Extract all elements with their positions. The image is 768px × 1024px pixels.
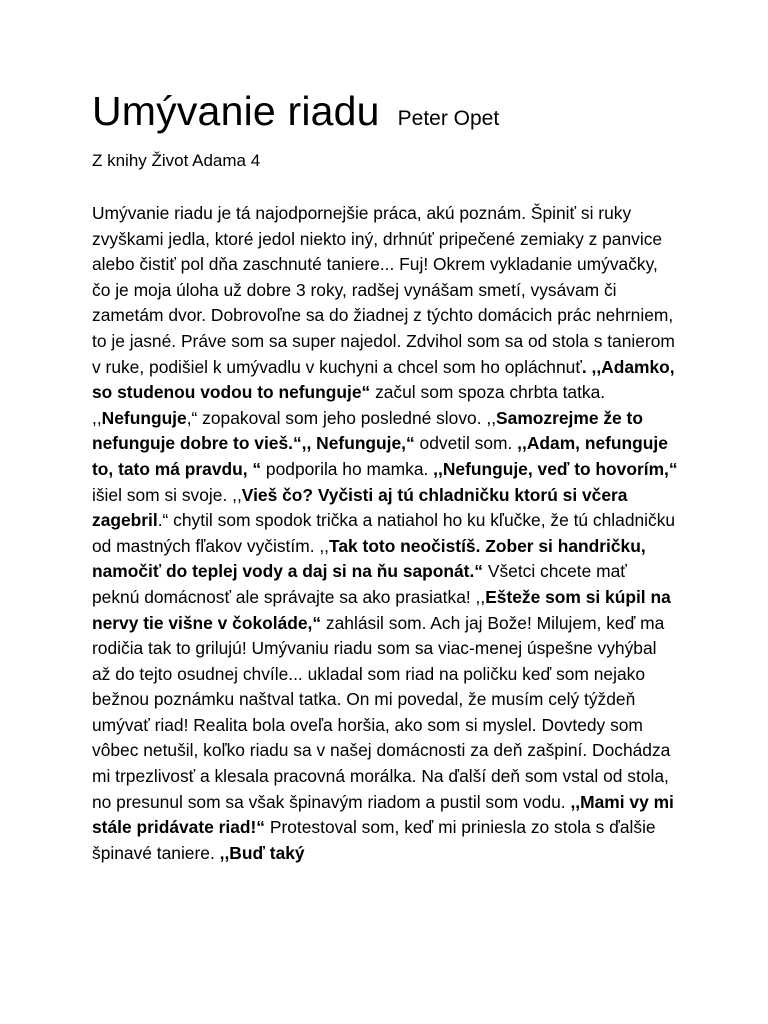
text-segment: začul som spoza chrbta tatka. ,, — [92, 382, 606, 428]
document-page — [92, 88, 692, 884]
text-segment: zahlásil som. Ach jaj Bože! Milujem, keď ma rodičia tak to grilujú! Umývaniu riadu som sa viac-menej úspešne vyhýbal až do tejto osudnej chvíle... ukladal som riad na poličku keď som nejako bežnou poznámku naštval tatka. On mi povedal, že musím celý týždeň umývať riad! Realita bola oveľa horšia, ako som si myslel. Dovtedy som vôbec netušil, koľko riadu sa v našej domácnosti za deň zašpiní. Dochádza mi trpezlivosť a klesala pracovná morálka. Na ďalší deň som vstal od stola, no presunul som sa však špinavým riadom a pustil som vodu. — [92, 612, 671, 812]
document-title: Umývanie riadu — [92, 88, 380, 134]
title-row — [92, 88, 692, 135]
text-segment: išiel som si svoje. ,, — [92, 484, 242, 505]
dialogue-segment: ,,Buď taký — [219, 842, 305, 863]
document-author: Peter Opet — [397, 107, 500, 130]
text-segment: .“ chytil som spodok trička a natiahol ho ku kľučke, že tú chladničku od mastných fľakov vyčistím. ,, — [92, 510, 676, 556]
dialogue-segment: Nefunguje — [101, 407, 187, 428]
dialogue-segment: Samozrejme že to nefunguje dobre to vieš.“,, Nefunguje,“ — [92, 407, 643, 454]
dialogue-segment: Ešteže som si kúpil na nervy tie višne v čokoláde,“ — [92, 586, 671, 633]
dialogue-segment: ,,Mami vy mi stále pridávate riad!“ — [92, 791, 674, 838]
dialogue-segment: Vieš čo? Vyčisti aj tú chladničku ktorú si včera zagebril — [92, 484, 628, 531]
dialogue-segment: ,,Adam, nefunguje to, tato má pravdu, “ — [92, 433, 668, 479]
text-segment: podporila ho mamka. — [261, 458, 434, 479]
body-paragraph — [92, 201, 678, 866]
text-segment: odvetil som. — [414, 433, 518, 454]
text-segment: Umývanie riadu je tá najodpornejšie práca, akú poznám. Špiniť si ruky zvyškami jedla, ktoré jedol niekto iný, drhnúť pripečené zemiaky z panvice alebo čistiť pol dňa zaschnuté taniere... Fuj! Okrem vykladanie umývačky, čo je moja úloha už dobre 3 roky, radšej vynášam smetí, vysávam či zametám dvor. Dobrovoľne sa do žiadnej z týchto domácich prác nehrniem, to je jasné. Práve som sa super najedol. Zdvihol som sa od stola s tanierom v ruke, podišiel k umývadlu v kuchyni a chcel som ho opláchnuť — [92, 203, 675, 377]
dialogue-segment: ,,Nefunguje, veď to hovorím,“ — [433, 458, 678, 479]
text-segment: ,“ zopakoval som jeho posledné slovo. ,, — [186, 407, 497, 428]
text-segment: Všetci chcete mať peknú domácnosť ale správajte sa ako prasiatka! ,, — [92, 561, 627, 607]
text-segment: Protestoval som, keď mi priniesla zo stola s ďalšie špinavé taniere. — [92, 817, 656, 863]
dialogue-segment: . ,,Adamko, so studenou vodou to nefunguje“ — [92, 356, 675, 403]
dialogue-segment: Tak toto neočistíš. Zober si handričku, namočiť do teplej vody a daj si na ňu saponát.“ — [92, 535, 646, 582]
document-subtitle: Z knihy Život Adama 4 — [92, 151, 261, 170]
